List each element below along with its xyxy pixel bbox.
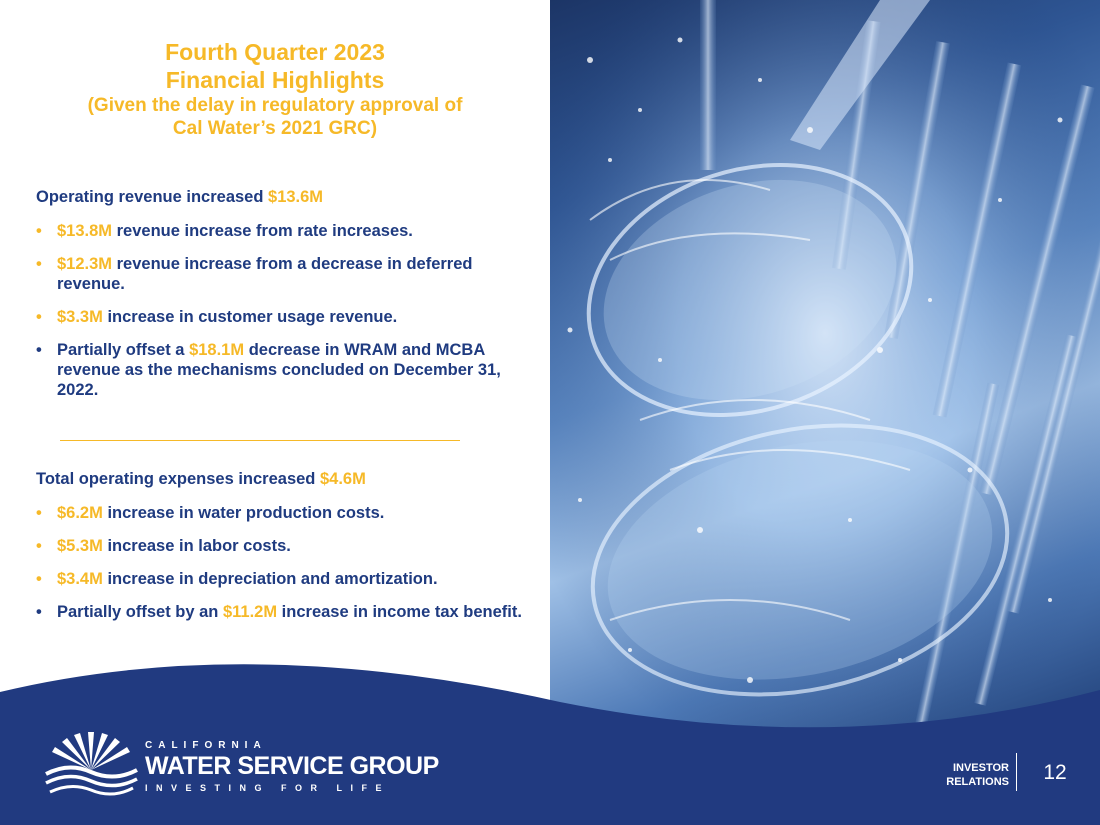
bullet-text-post: revenue increase from a decrease in deferred revenue. xyxy=(57,255,473,293)
investor-relations-line-2: RELATIONS xyxy=(946,776,1009,788)
water-splash-photo xyxy=(550,0,1100,740)
slide-title-line-2: Financial Highlights xyxy=(165,67,385,93)
logo-tagline: INVESTING FOR LIFE xyxy=(145,783,391,793)
slide-title-block xyxy=(40,38,510,140)
bullet-dot-icon: • xyxy=(36,504,42,522)
slide-subtitle-line-1: (Given the delay in regulatory approval of xyxy=(87,95,463,116)
bullet-text-post: increase in water production costs. xyxy=(102,504,385,522)
bullet-text-post: increase in customer usage revenue. xyxy=(102,308,398,326)
revenue-bullet-item xyxy=(36,254,536,294)
investor-relations-label xyxy=(925,761,1009,789)
bullet-value: $6.2M xyxy=(57,504,103,522)
bullet-value: $5.3M xyxy=(57,537,103,555)
expenses-bullet-item xyxy=(36,536,536,556)
bullet-text-pre: Partially offset a xyxy=(57,341,190,359)
revenue-bullet-list xyxy=(36,221,536,400)
bullet-dot-icon: • xyxy=(36,570,42,588)
slide-subtitle-line-2: Cal Water’s 2021 GRC) xyxy=(172,118,378,139)
expenses-heading xyxy=(36,468,536,490)
bullet-text-post: increase in income tax benefit. xyxy=(277,603,522,621)
revenue-heading xyxy=(36,186,536,208)
bullet-dot-icon: • xyxy=(36,222,42,240)
bullet-dot-icon: • xyxy=(36,603,42,621)
logo-line-california: CALIFORNIA xyxy=(145,740,267,751)
bullet-text-pre: Partially offset by an xyxy=(57,603,223,621)
bullet-text-post: revenue increase from rate increases. xyxy=(112,222,413,240)
revenue-bullet-item xyxy=(36,221,536,241)
expenses-section xyxy=(36,468,536,622)
section-divider xyxy=(60,440,460,441)
bullet-dot-icon: • xyxy=(36,537,42,555)
bullet-value: $13.8M xyxy=(57,222,113,240)
expenses-bullet-item xyxy=(36,503,536,523)
expenses-bullet-item xyxy=(36,569,536,589)
revenue-bullet-item xyxy=(36,307,536,327)
expenses-heading-text: Total operating expenses increased xyxy=(36,470,320,488)
bullet-dot-icon: • xyxy=(36,308,42,326)
bullet-text-post: increase in depreciation and amortization. xyxy=(102,570,438,588)
revenue-section xyxy=(36,186,536,400)
bullet-text-post: increase in labor costs. xyxy=(102,537,291,555)
water-splash-glass-image xyxy=(550,0,1100,740)
page-number: 12 xyxy=(1043,761,1067,784)
bullet-value: $3.4M xyxy=(57,570,103,588)
footer-separator xyxy=(1016,753,1017,791)
sunrise-waves-icon xyxy=(44,730,139,800)
bullet-value: $11.2M xyxy=(222,603,278,621)
bullet-value: $12.3M xyxy=(57,255,113,273)
expenses-bullet-item xyxy=(36,602,537,622)
bullet-dot-icon: • xyxy=(36,255,42,273)
expenses-heading-value: $4.6M xyxy=(319,470,366,488)
logo-line-company-name: WATER SERVICE GROUP xyxy=(145,752,439,780)
bullet-value: $18.1M xyxy=(189,341,245,359)
slide-title-line-1: Fourth Quarter 2023 xyxy=(165,39,385,65)
bullet-value: $3.3M xyxy=(57,308,103,326)
revenue-bullet-item xyxy=(36,340,512,400)
investor-relations-line-1: INVESTOR xyxy=(952,762,1009,774)
bullet-text-post: decrease in WRAM and MCBA revenue as the mechanisms concluded on December 31, 2022. xyxy=(57,341,501,399)
expenses-bullet-list xyxy=(36,503,536,622)
bullet-dot-icon: • xyxy=(36,341,42,359)
logo-wordmark xyxy=(145,730,439,794)
revenue-heading-text: Operating revenue increased xyxy=(36,188,269,206)
company-logo xyxy=(44,730,444,800)
revenue-heading-value: $13.6M xyxy=(268,188,324,206)
